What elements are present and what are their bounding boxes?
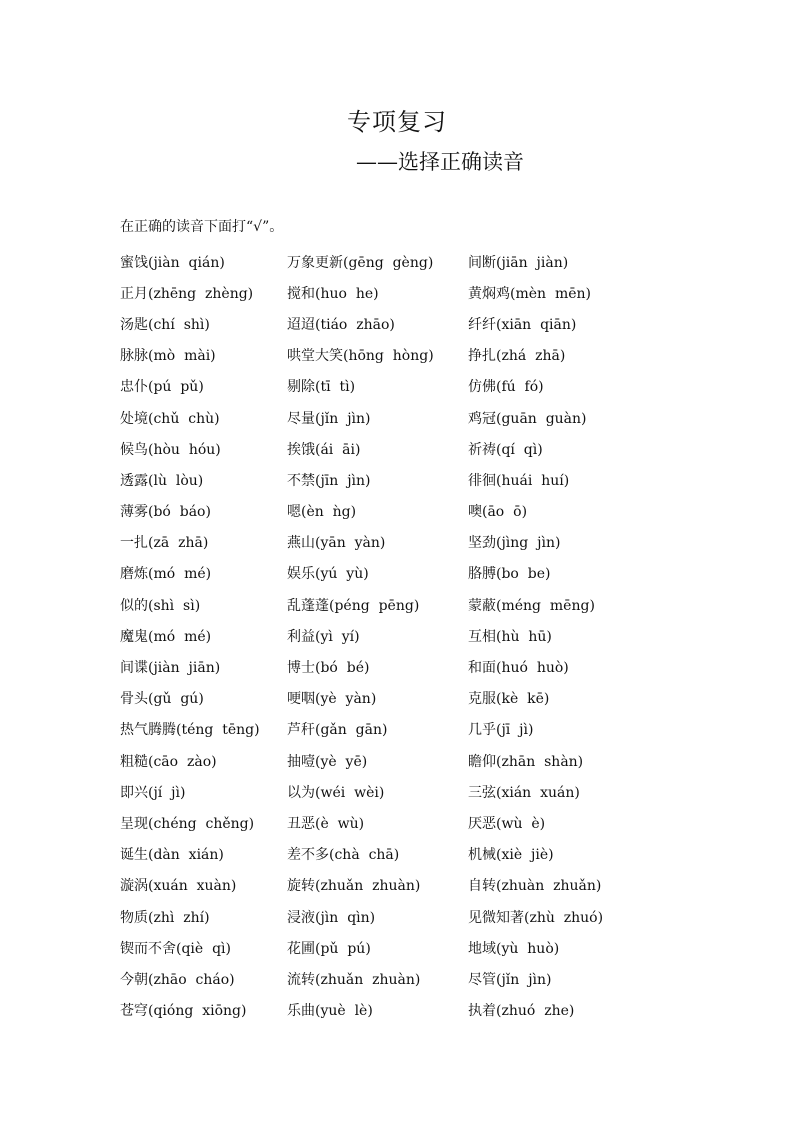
pinyin-choice-item: 哽咽(yè yàn) <box>287 691 377 708</box>
item-row <box>120 589 740 620</box>
item-row <box>120 308 740 339</box>
pinyin-choice-item: 浸液(jìn qìn) <box>287 909 376 926</box>
pinyin-choice-item: 锲而不舍(qiè qì) <box>120 940 231 957</box>
item-row <box>120 464 740 495</box>
pinyin-choice-item: 尽量(jǐn jìn) <box>287 410 371 427</box>
pinyin-choice-item: 搅和(huo he) <box>287 285 379 302</box>
pinyin-choice-item: 乐曲(yuè lè) <box>287 1003 373 1020</box>
pinyin-choice-item: 嗯(èn ǹg) <box>287 504 357 521</box>
pinyin-choice-item: 间断(jiān jiàn) <box>468 254 569 271</box>
item-row <box>120 963 740 994</box>
pinyin-choice-item: 纤纤(xiān qiān) <box>468 316 577 333</box>
item-row <box>120 558 740 589</box>
item-row <box>120 246 740 277</box>
pronunciation-grid <box>120 246 740 1026</box>
item-row <box>120 683 740 714</box>
page-subtitle: ——选择正确读音 <box>356 150 524 174</box>
pinyin-choice-item: 万象更新(gēng gèng) <box>287 254 434 271</box>
item-row <box>120 620 740 651</box>
pinyin-choice-item: 以为(wéi wèi) <box>287 784 385 801</box>
pinyin-choice-item: 娱乐(yú yù) <box>287 566 369 583</box>
pinyin-choice-item: 骨头(gǔ gú) <box>120 691 204 708</box>
item-row <box>120 714 740 745</box>
pinyin-choice-item: 蜜饯(jiàn qián) <box>120 254 225 271</box>
pinyin-choice-item: 坚劲(jìng jìn) <box>468 535 561 552</box>
pinyin-choice-item: 自转(zhuàn zhuǎn) <box>468 878 602 895</box>
pinyin-choice-item: 见微知著(zhù zhuó) <box>468 909 604 926</box>
page-title: 专项复习 <box>347 108 447 136</box>
pinyin-choice-item: 芦秆(gǎn gān) <box>287 722 388 739</box>
item-row <box>120 807 740 838</box>
pinyin-choice-item: 漩涡(xuán xuàn) <box>120 878 237 895</box>
pinyin-choice-item: 乱蓬蓬(péng pēng) <box>287 597 420 614</box>
pinyin-choice-item: 粗糙(cāo zào) <box>120 753 217 770</box>
pinyin-choice-item: 利益(yì yí) <box>287 628 360 645</box>
pinyin-choice-item: 胳膊(bo be) <box>468 566 551 583</box>
pinyin-choice-item: 磨炼(mó mé) <box>120 566 212 583</box>
pinyin-choice-item: 脉脉(mò mài) <box>120 348 216 365</box>
pinyin-choice-item: 今朝(zhāo cháo) <box>120 971 235 988</box>
pinyin-choice-item: 处境(chǔ chù) <box>120 410 220 427</box>
pinyin-choice-item: 间谍(jiàn jiān) <box>120 660 221 677</box>
pinyin-choice-item: 迢迢(tiáo zhāo) <box>287 316 395 333</box>
pinyin-choice-item: 忠仆(pú pǔ) <box>120 379 204 396</box>
pinyin-choice-item: 执着(zhuó zhe) <box>468 1003 575 1020</box>
pinyin-choice-item: 鸡冠(guān guàn) <box>468 410 587 427</box>
pinyin-choice-item: 瞻仰(zhān shàn) <box>468 753 584 770</box>
pinyin-choice-item: 燕山(yān yàn) <box>287 535 386 552</box>
pinyin-choice-item: 蒙蔽(méng mēng) <box>468 597 595 614</box>
pinyin-choice-item: 尽管(jǐn jìn) <box>468 971 552 988</box>
item-row <box>120 901 740 932</box>
item-row <box>120 433 740 464</box>
pinyin-choice-item: 剔除(tī tì) <box>287 379 356 396</box>
pinyin-choice-item: 花圃(pǔ pú) <box>287 940 371 957</box>
pinyin-choice-item: 热气腾腾(téng tēng) <box>120 722 260 739</box>
pinyin-choice-item: 和面(huó huò) <box>468 660 569 677</box>
pinyin-choice-item: 即兴(jí jì) <box>120 784 186 801</box>
item-row <box>120 527 740 558</box>
item-row <box>120 496 740 527</box>
pinyin-choice-item: 差不多(chà chā) <box>287 847 400 864</box>
item-row <box>120 995 740 1026</box>
pinyin-choice-item: 一扎(zā zhā) <box>120 535 209 552</box>
pinyin-choice-item: 物质(zhì zhí) <box>120 909 210 926</box>
pinyin-choice-item: 克服(kè kē) <box>468 691 550 708</box>
pinyin-choice-item: 互相(hù hū) <box>468 628 552 645</box>
item-row <box>120 651 740 682</box>
pinyin-choice-item: 候鸟(hòu hóu) <box>120 441 221 458</box>
pinyin-choice-item: 厌恶(wù è) <box>468 815 546 832</box>
item-row <box>120 371 740 402</box>
pinyin-choice-item: 丑恶(è wù) <box>287 815 365 832</box>
pinyin-choice-item: 呈现(chéng chěng) <box>120 815 255 832</box>
pinyin-choice-item: 抽噎(yè yē) <box>287 753 368 770</box>
pinyin-choice-item: 薄雾(bó báo) <box>120 504 211 521</box>
pinyin-choice-item: 黄焖鸡(mèn mēn) <box>468 285 591 302</box>
pinyin-choice-item: 徘徊(huái huí) <box>468 472 570 489</box>
item-row <box>120 277 740 308</box>
pinyin-choice-item: 汤匙(chí shì) <box>120 316 210 333</box>
item-row <box>120 340 740 371</box>
pinyin-choice-item: 不禁(jīn jìn) <box>287 472 371 489</box>
pinyin-choice-item: 地域(yù huò) <box>468 940 560 957</box>
pinyin-choice-item: 几乎(jī jì) <box>468 722 534 739</box>
pinyin-choice-item: 噢(āo ō) <box>468 504 528 521</box>
pinyin-choice-item: 流转(zhuǎn zhuàn) <box>287 971 421 988</box>
pinyin-choice-item: 正月(zhēng zhèng) <box>120 285 254 302</box>
item-row <box>120 870 740 901</box>
item-row <box>120 776 740 807</box>
instruction-text: 在正确的读音下面打“√”。 <box>120 219 284 235</box>
pinyin-choice-item: 魔鬼(mó mé) <box>120 628 212 645</box>
pinyin-choice-item: 博士(bó bé) <box>287 660 370 677</box>
pinyin-choice-item: 仿佛(fú fó) <box>468 379 544 396</box>
pinyin-choice-item: 哄堂大笑(hōng hòng) <box>287 348 434 365</box>
item-row <box>120 402 740 433</box>
pinyin-choice-item: 似的(shì sì) <box>120 597 201 614</box>
pinyin-choice-item: 旋转(zhuǎn zhuàn) <box>287 878 421 895</box>
item-row <box>120 745 740 776</box>
item-row <box>120 839 740 870</box>
pinyin-choice-item: 透露(lù lòu) <box>120 472 204 489</box>
pinyin-choice-item: 三弦(xián xuán) <box>468 784 580 801</box>
item-row <box>120 932 740 963</box>
pinyin-choice-item: 挨饿(ái āi) <box>287 441 361 458</box>
pinyin-choice-item: 机械(xiè jiè) <box>468 847 554 864</box>
pinyin-choice-item: 诞生(dàn xián) <box>120 847 224 864</box>
pinyin-choice-item: 挣扎(zhá zhā) <box>468 348 566 365</box>
pinyin-choice-item: 祈祷(qí qì) <box>468 441 543 458</box>
pinyin-choice-item: 苍穹(qióng xiōng) <box>120 1003 247 1020</box>
